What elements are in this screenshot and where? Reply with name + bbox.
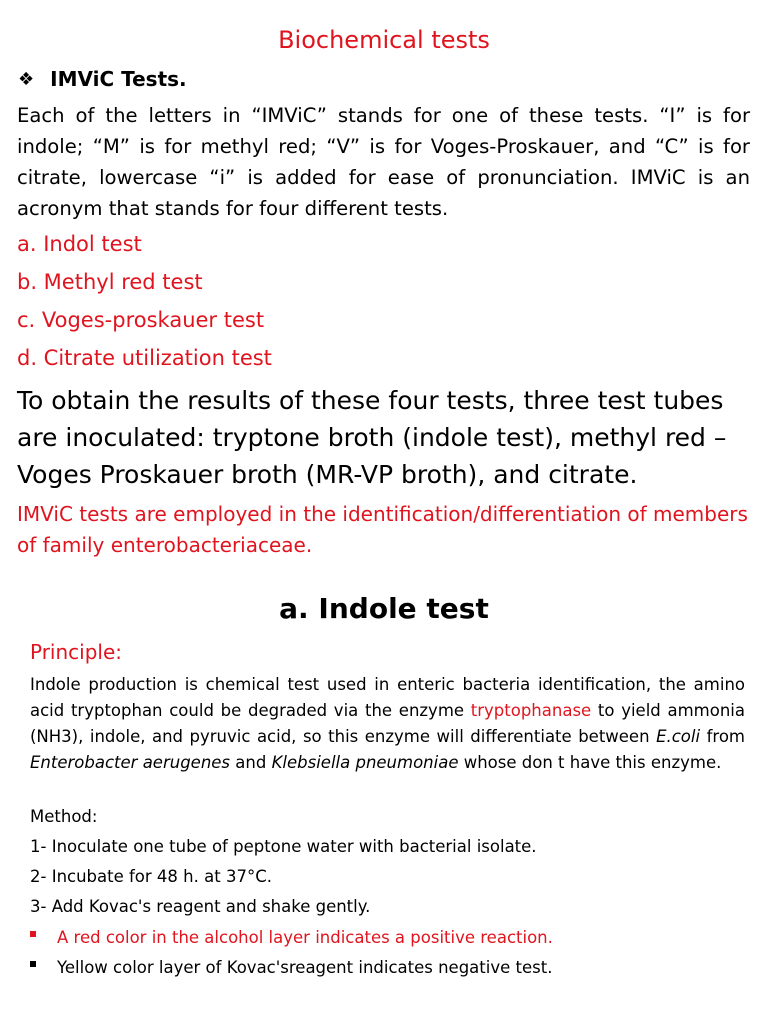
positive-result-item [30, 923, 553, 953]
page-title: Biochemical tests [278, 26, 490, 54]
negative-result-text: Yellow color layer of Kovac'sreagent indicates negative test. [57, 958, 553, 977]
negative-result-item [30, 953, 553, 983]
indole-heading: a. Indole test [279, 592, 489, 625]
method-section [30, 803, 537, 923]
method-step: 3- Add Kovac's reagent and shake gently. [30, 897, 371, 916]
test-item-citrate: d. Citrate utilization test [17, 346, 272, 370]
positive-result-text: A red color in the alcohol layer indicates a positive reaction. [57, 928, 553, 947]
method-step: 1- Inoculate one tube of peptone water with bacterial isolate. [30, 837, 537, 856]
enzyme-name: tryptophanase [470, 701, 592, 720]
principle-text: to yield ammonia (NH3), indole, and pyruvic acid, so this enzyme will differentiate between [30, 701, 745, 746]
organism-name: Klebsiella pneumoniae [271, 753, 459, 772]
intro-paragraph: Each of the letters in “IMViC” stands for one of these tests. “I” is for indole; “M” is for methyl red; “V” is for Voges-Proskauer, and “C” is for citrate, lowercase “i” is added for ease of pronunciation. IMViC is an acronym that stands for four different tests. [17, 104, 750, 220]
square-bullet-icon [30, 961, 36, 967]
square-bullet-icon [30, 931, 36, 937]
diamond-bullet-icon: ❖ [18, 68, 35, 90]
principle-text: from [700, 727, 745, 746]
test-item-methyl-red: b. Methyl red test [17, 270, 203, 294]
principle-text: Indole production is chemical test used in enteric bacteria identification, the amino acid tryptophan could be degraded via the enzyme [30, 675, 745, 720]
test-item-voges-proskauer: c. Voges-proskauer test [17, 308, 265, 332]
method-step: 2- Incubate for 48 h. at 37°C. [30, 867, 272, 886]
test-list [17, 228, 272, 380]
principle-text: whose don t have this enzyme. [458, 753, 722, 772]
principle-paragraph [30, 672, 745, 776]
section-heading-text: IMViC Tests. [50, 67, 187, 91]
results-paragraph: To obtain the results of these four tests, three test tubes are inoculated: tryptone broth (indole test), methyl red – Voges Proskauer broth (MR-VP broth), and citrate. [17, 386, 727, 489]
method-heading: Method: [30, 807, 98, 826]
result-bullets [30, 923, 553, 983]
test-item-indol: a. Indol test [17, 232, 142, 256]
organism-name: Enterobacter aerugenes [30, 753, 231, 772]
organism-name: E.coli [656, 727, 701, 746]
note-paragraph: IMViC tests are employed in the identification/differentiation of members of family enterobacteriaceae. [17, 502, 748, 557]
principle-heading: Principle: [30, 640, 123, 664]
principle-text: and [230, 753, 272, 772]
section-heading [18, 67, 187, 91]
